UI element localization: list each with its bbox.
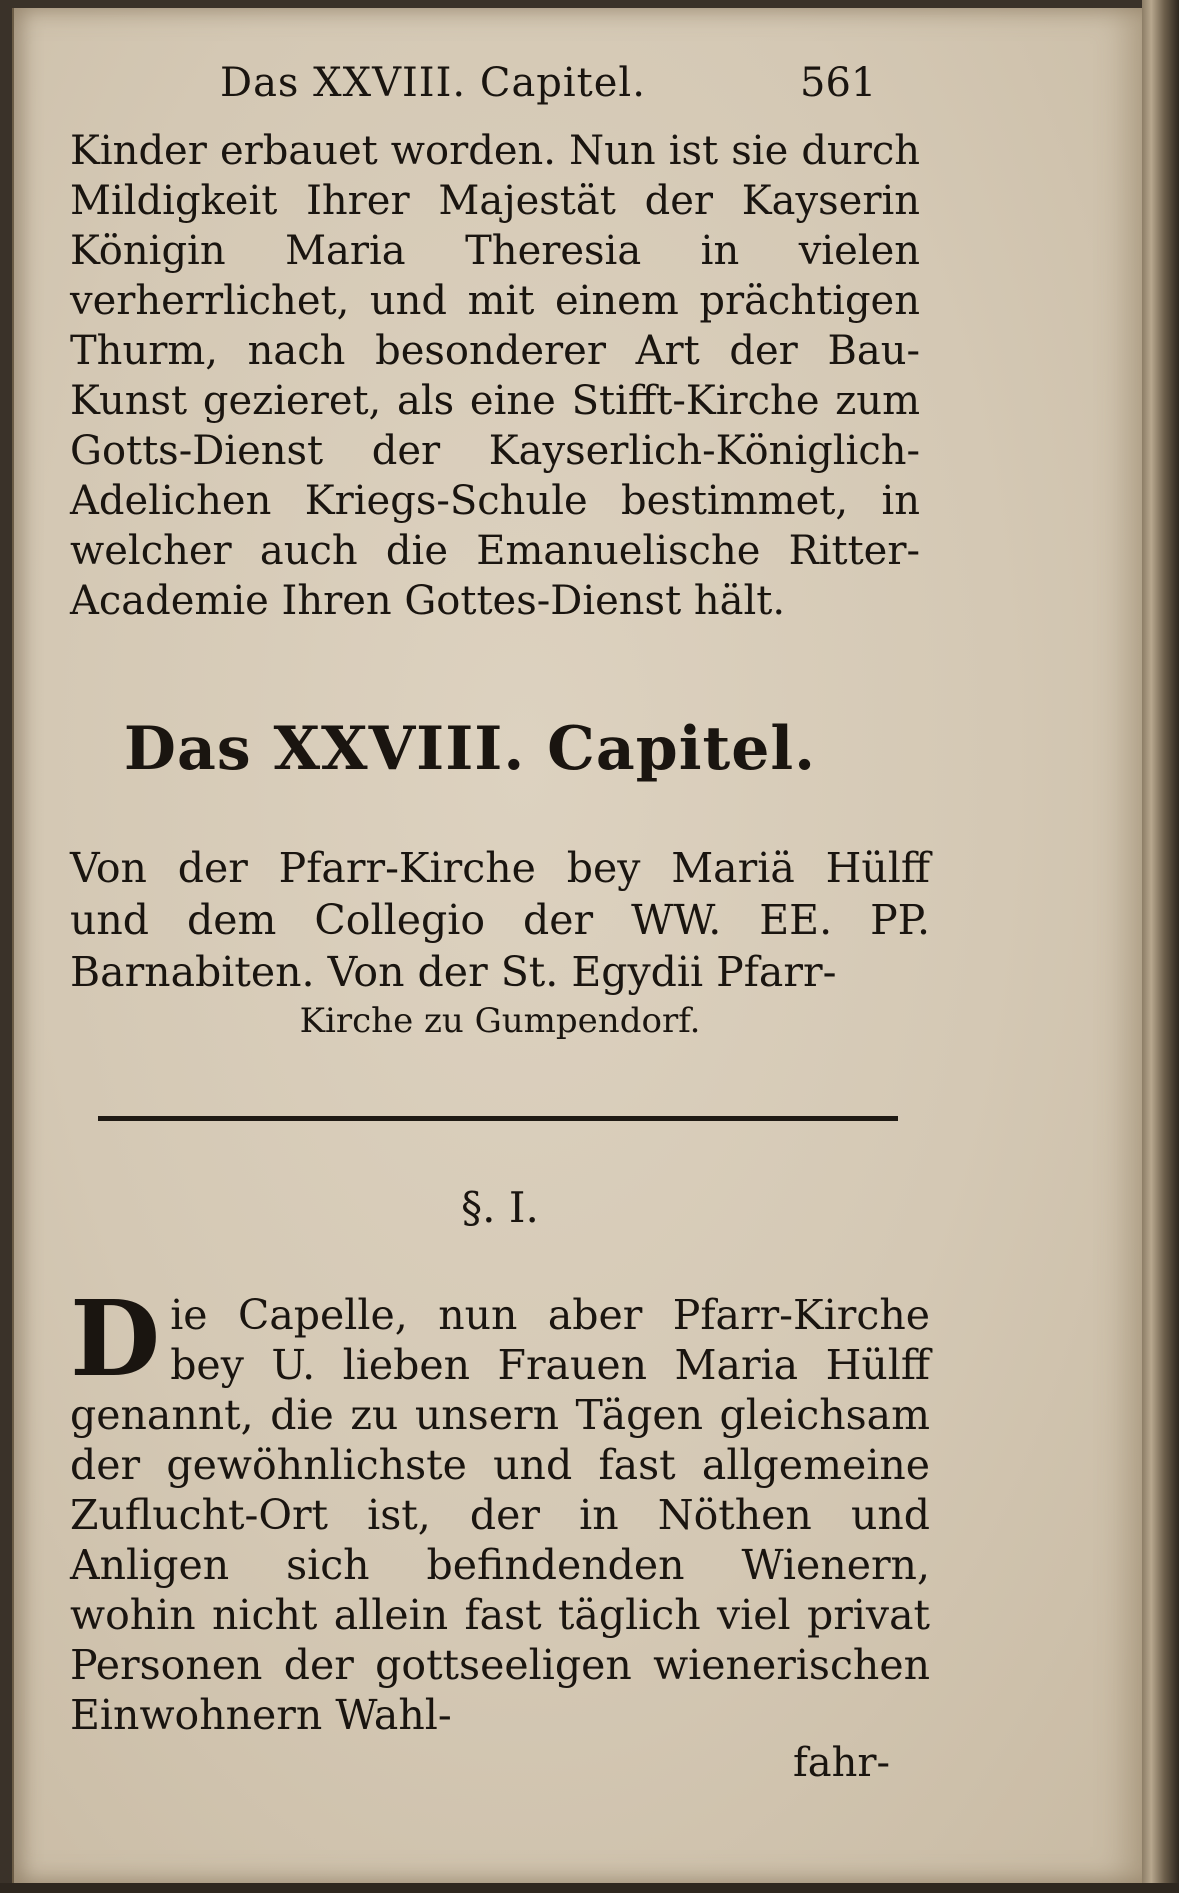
page-edge	[1142, 0, 1179, 1893]
section-paragraph	[70, 1277, 930, 1740]
running-title: Das XXVIII. Capitel.	[220, 60, 646, 106]
scan-border	[0, 1883, 1179, 1893]
section-text: ie Capelle, nun aber Pfarr-Kirche bey U. lieben Frauen Maria Hülff genannt, die zu unsern Tägen gleichsam der gewöhnlichste und fast allgemeine Zuflucht-Ort ist, der in Nöthen und Anligen sich befindenden Wienern, wohin nicht allein fast täglich viel privat Personen der gottseeligen wienerischen Einwohnern Wahl-	[70, 1291, 930, 1739]
horizontal-rule	[98, 1116, 898, 1121]
running-head	[70, 60, 930, 120]
chapter-summary: Von der Pfarr-Kirche bey Mariä Hülff und dem Collegio der WW. EE. PP. Barnabiten. Von der St. Egydii Pfarr-	[70, 844, 930, 996]
page-content	[70, 60, 930, 1786]
chapter-title: Das XXVIII. Capitel.	[123, 714, 817, 784]
catchword: fahr-	[792, 1740, 890, 1786]
page-number: 561	[800, 60, 877, 106]
chapter-summary-last-line: Kirche zu Gumpendorf.	[299, 1001, 701, 1041]
section-mark: §. I.	[461, 1183, 539, 1232]
drop-cap: D	[70, 1277, 161, 1400]
previous-paragraph: Kinder erbauet worden. Nun ist sie durch Mildigkeit Ihrer Majestät der Kayserin Königin Maria Theresia in vielen verherrlichet, und mit einem prächtigen Thurm, nach besonderer Art der Bau-Kunst gezieret, als eine Stifft-Kirche zum Gotts-Dienst der Kayserlich-Königlich-Adelichen Kriegs-Schule bestimmet, in welcher auch die Emanuelische Ritter-Academie Ihren Gottes-Dienst hält.	[70, 128, 920, 624]
